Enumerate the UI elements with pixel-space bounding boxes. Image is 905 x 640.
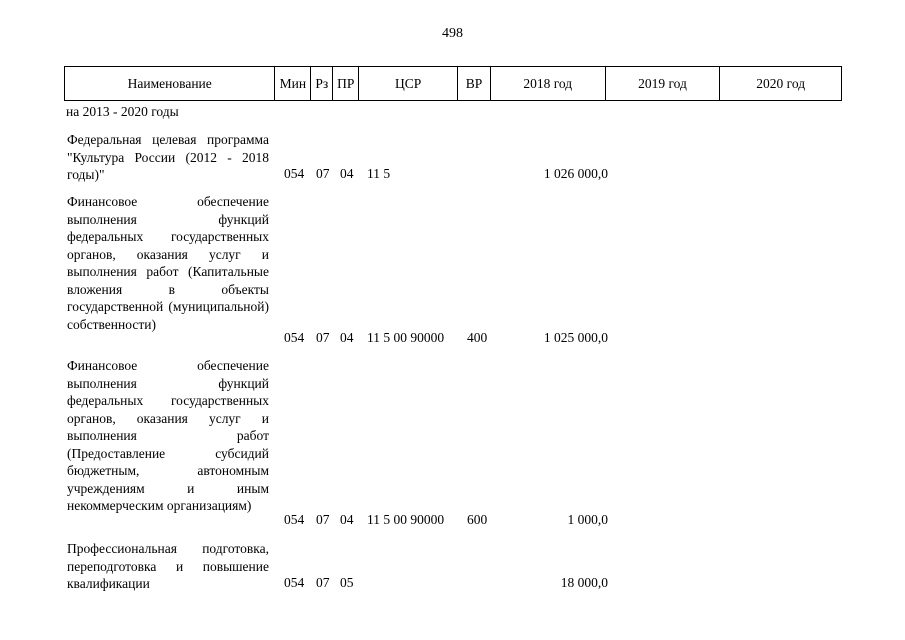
row-rz: 07: [316, 330, 330, 345]
header-min: Мин: [275, 67, 311, 100]
header-2019: 2019 год: [606, 67, 721, 100]
row-2018: 1 025 000,0: [543, 330, 608, 345]
header-name: Наименование: [65, 67, 275, 100]
header-rz: Рз: [311, 67, 333, 100]
header-2020: 2020 год: [756, 75, 806, 91]
row-csr: 11 5: [367, 166, 391, 181]
row-vr: 600: [467, 512, 488, 527]
row-min: 054: [284, 166, 305, 181]
row-pr: 04: [340, 166, 354, 181]
header-csr: ЦСР: [359, 67, 458, 100]
row-name: Федеральная целевая программа "Культура России (2012 - 2018 годы)": [67, 132, 269, 182]
header-pr: ПР: [333, 67, 359, 100]
header-vr: ВР: [458, 67, 491, 100]
row-csr: 11 5 00 90000: [367, 330, 445, 345]
continuation-text: на 2013 - 2020 годы: [66, 104, 179, 119]
row-pr: 04: [340, 330, 354, 345]
row-2018: 1 026 000,0: [543, 166, 608, 181]
row-name: Финансовое обеспечение выполнения функций федеральных государственных органов, оказания услуг и выполнения работ (Капитальные вложения в объекты государственной (муниципальной) собственности): [67, 194, 269, 332]
row-2018: 18 000,0: [560, 575, 608, 590]
row-2018: 1 000,0: [567, 512, 608, 527]
row-name: Профессиональная подготовка, переподготовка и повышение квалификации: [67, 541, 269, 591]
row-rz: 07: [316, 575, 330, 590]
row-min: 054: [284, 575, 305, 590]
row-vr: 400: [467, 330, 488, 345]
row-pr: 04: [340, 512, 354, 527]
row-min: 054: [284, 330, 305, 345]
row-rz: 07: [316, 512, 330, 527]
row-csr: 11 5 00 90000: [367, 512, 445, 527]
header-2018: 2018 год: [491, 67, 606, 100]
page-number: 498: [442, 26, 463, 41]
row-rz: 07: [316, 166, 330, 181]
row-name: Финансовое обеспечение выполнения функций федеральных государственных органов, оказания услуг и выполнения работ (Предоставление субсидий бюджетным, автономным учреждениям и иным некоммерческим организациям): [67, 358, 269, 513]
row-pr: 05: [340, 575, 354, 590]
row-min: 054: [284, 512, 305, 527]
table-header: [64, 66, 842, 101]
